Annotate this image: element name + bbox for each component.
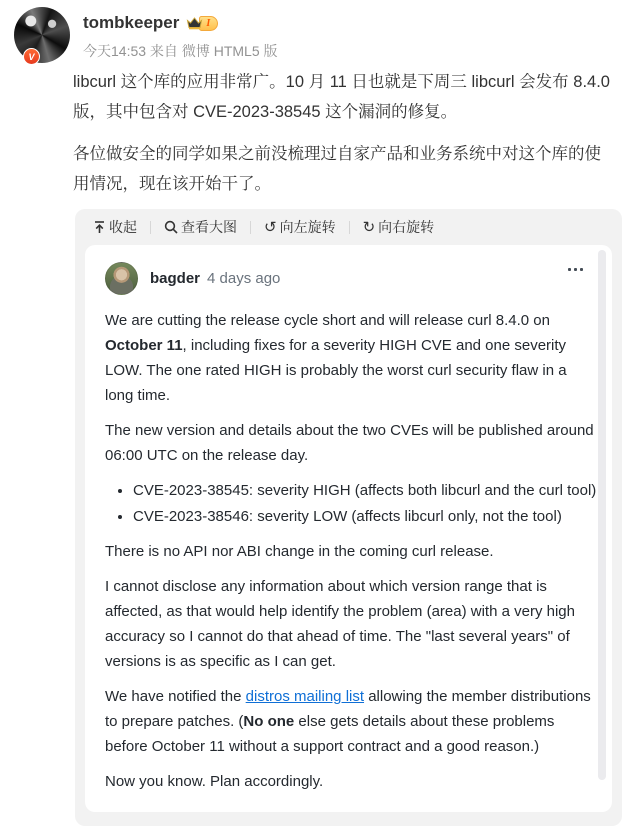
gh-paragraph: I cannot disclose any information about which version range that is affected, as that would help identify the problem (area) with a very high accuracy so I cannot do that ahead of time. The "last several years" of versions is as specific as I can get. xyxy=(105,578,575,670)
post-meta: 今天14:53 来自 微博 HTML5 版 xyxy=(83,43,278,59)
rotate-right-button[interactable] xyxy=(363,217,435,237)
rotate-right-icon: ↻ xyxy=(362,217,376,236)
embedded-screenshot-card[interactable] xyxy=(85,245,612,812)
toolbar-divider xyxy=(150,221,151,234)
vip-level-label: I xyxy=(199,16,218,31)
toolbar-divider xyxy=(250,221,251,234)
toolbar-divider xyxy=(349,221,350,234)
author-name[interactable]: tombkeeper xyxy=(83,13,180,32)
author-avatar[interactable] xyxy=(14,7,70,63)
post-paragraph: 各位做安全的同学如果之前没梳理过自家产品和业务系统中对这个库的使用情况，现在该开始干了。 xyxy=(73,145,601,193)
collapse-icon xyxy=(93,220,106,234)
gh-paragraph: Now you know. Plan accordingly. xyxy=(105,773,324,790)
rotate-left-button[interactable] xyxy=(264,217,336,237)
rotate-left-label: 向左旋转 xyxy=(279,219,336,235)
kebab-menu-icon xyxy=(568,268,583,271)
post-header xyxy=(0,0,627,63)
magnifier-icon xyxy=(164,220,178,234)
gh-paragraph: We are cutting the release cycle short and will release curl 8.4.0 on October 11, including fixes for a severity HIGH CVE and one severity LOW. The one rated HIGH is probably the worst curl security flaw in a long time. xyxy=(105,312,567,404)
screenshot-scrollbar xyxy=(598,250,606,780)
gh-cve-item: • CVE-2023-38545: severity HIGH (affects both libcurl and the curl tool) xyxy=(133,478,597,503)
gh-paragraph: We have notified the distros mailing list allowing the member distributions to prepare patches. (No one else gets details about these problems before October 11 without a support contract and a good reason.) xyxy=(105,688,591,755)
post-paragraph: libcurl 这个库的应用非常广。10 月 11 日也就是下周三 libcurl 会发布 8.4.0 版，其中包含对 CVE-2023-38545 这个漏洞的修复。 xyxy=(73,73,610,121)
post-text xyxy=(73,67,613,199)
gh-comment-body xyxy=(105,308,597,794)
gh-paragraph: There is no API nor ABI change in the coming curl release. xyxy=(105,543,494,560)
collapse-label: 收起 xyxy=(109,219,137,235)
panel-bottom-spacer xyxy=(75,812,622,826)
rotate-left-icon: ↺ xyxy=(264,217,277,236)
collapse-button[interactable] xyxy=(93,217,137,237)
gh-cve-item: • CVE-2023-38546: severity LOW (affects libcurl only, not the tool) xyxy=(133,504,597,529)
view-large-button[interactable] xyxy=(164,217,237,237)
gh-user-avatar xyxy=(105,262,138,295)
verified-badge-icon: V xyxy=(23,48,40,65)
gh-timestamp: 4 days ago xyxy=(207,269,281,287)
author-info xyxy=(83,7,278,63)
image-panel xyxy=(75,209,622,826)
crown-icon xyxy=(186,17,203,30)
vip-crown-badge[interactable] xyxy=(186,16,218,31)
image-toolbar xyxy=(75,209,622,245)
gh-cve-list xyxy=(105,478,597,529)
gh-paragraph: The new version and details about the two CVEs will be published around 06:00 UTC on the release day. xyxy=(105,422,594,464)
gh-comment-header xyxy=(105,260,595,296)
rotate-right-label: 向右旋转 xyxy=(378,219,435,235)
view-large-label: 查看大图 xyxy=(181,219,237,235)
gh-username: bagder xyxy=(150,269,201,287)
distros-mailing-list-link: distros mailing list xyxy=(245,688,365,705)
